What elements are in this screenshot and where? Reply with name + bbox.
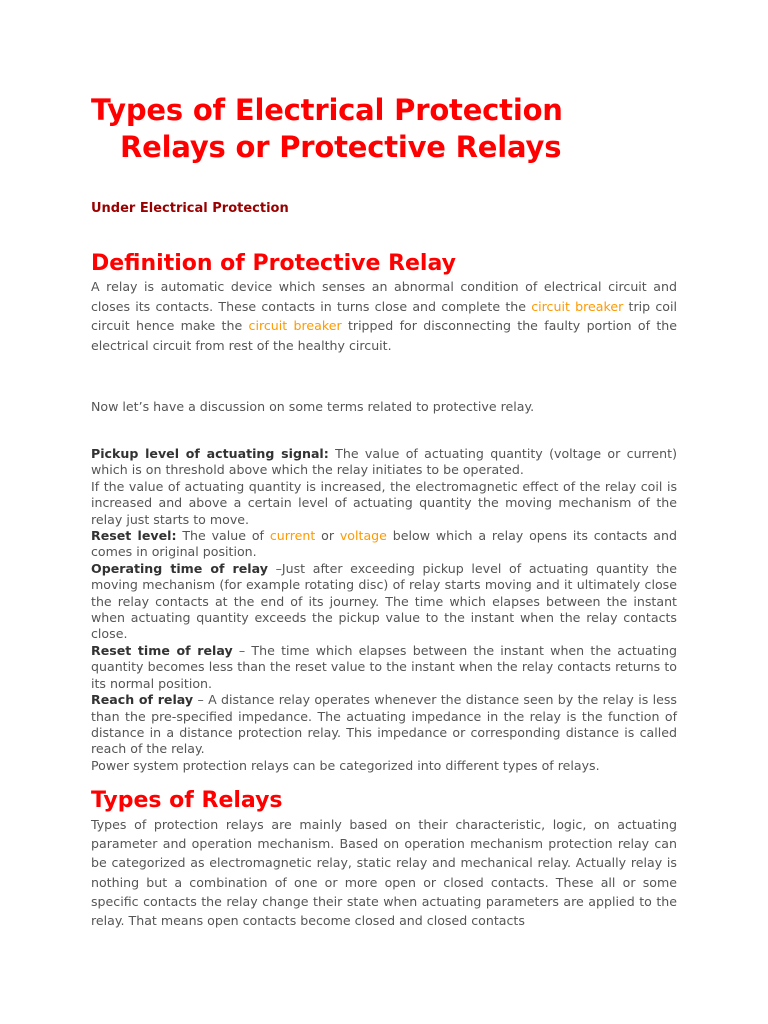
category-label: Under Electrical Protection bbox=[91, 201, 289, 216]
types-heading: Types of Relays bbox=[91, 788, 283, 813]
reset-level-text-3: below which a relay opens its contacts and comes in original position. bbox=[91, 528, 677, 560]
operating-time-term bbox=[91, 561, 677, 643]
reset-time-text: – The time which elapses between the instant when the actuating quantity becomes less than the reset value to the instant when the relay contacts returns to its normal position. bbox=[91, 642, 677, 691]
operating-time-text: –Just after exceeding pickup level of actuating quantity the moving mechanism (for example rotating disc) of relay starts moving and it ultimately close the relay contacts at the end of its journey. The time which elapses between the instant when actuating quantity exceeds the pickup value to the instant when the relay contacts close. bbox=[91, 560, 677, 642]
reset-level-label: Reset level: bbox=[91, 528, 177, 544]
definition-text-2: trip coil circuit hence make the bbox=[91, 298, 677, 334]
pickup-level-label: Pickup level of actuating signal: bbox=[91, 446, 329, 461]
voltage-link[interactable]: voltage bbox=[339, 528, 387, 544]
reset-time-label: Reset time of relay bbox=[91, 642, 233, 658]
categorize-text: Power system protection relays can be categorized into different types of relays. bbox=[91, 757, 600, 773]
reset-level-text-2: or bbox=[315, 528, 340, 544]
circuit-breaker-link-1[interactable]: circuit breaker bbox=[531, 298, 624, 314]
reach-term bbox=[91, 692, 677, 758]
reset-time-term bbox=[91, 643, 677, 692]
reset-level-term bbox=[91, 528, 677, 561]
current-link[interactable]: current bbox=[269, 528, 316, 544]
pickup-level-term bbox=[91, 446, 677, 479]
pickup-level-text: The value of actuating quantity (voltage or current) which is on threshold above which the relay initiates to be operated. bbox=[91, 446, 678, 478]
page-title bbox=[91, 92, 677, 166]
terms-section bbox=[91, 446, 677, 774]
reach-label: Reach of relay bbox=[91, 692, 194, 708]
reset-level-text-1: The value of bbox=[176, 528, 270, 544]
definition-text-1: A relay is automatic device which senses an abnormal condition of electrical circuit and closes its contacts. These contacts in turns close and complete the bbox=[91, 279, 677, 314]
pickup-level-detail: If the value of actuating quantity is increased, the electromagnetic effect of the relay coil is increased and above a certain level of actuating quantity the moving mechanism of the relay just starts to move. bbox=[91, 478, 677, 527]
title-line-2: Relays or Protective Relays bbox=[120, 130, 562, 164]
title-line-1: Types of Electrical Protection bbox=[91, 93, 563, 127]
circuit-breaker-link-2[interactable]: circuit breaker bbox=[248, 318, 342, 334]
discussion-paragraph: Now let’s have a discussion on some terms related to protective relay. bbox=[91, 399, 535, 414]
operating-time-label: Operating time of relay bbox=[91, 560, 268, 576]
definition-text-3: tripped for disconnecting the faulty portion of the electrical circuit from rest of the healthy circuit. bbox=[91, 318, 677, 353]
reach-text: – A distance relay operates whenever the distance seen by the relay is less than the pre-specified impedance. The actuating impedance in the relay is the function of distance in a distance protection relay. This impedance or corresponding distance is called reach of the relay. bbox=[91, 692, 677, 757]
definition-heading: Definition of Protective Relay bbox=[91, 251, 456, 276]
definition-paragraph bbox=[91, 277, 677, 355]
types-paragraph: Types of protection relays are mainly based on their characteristic, logic, on actuating parameter and operation mechanism. Based on operation mechanism protection relay can be categorized as electromagnetic relay, static relay and mechanical relay. Actually relay is nothing but a combination of one or more open or closed contacts. These all or some specific contacts the relay change their state when actuating parameters are applied to the relay. That means open contacts become closed and closed contacts bbox=[91, 817, 677, 929]
